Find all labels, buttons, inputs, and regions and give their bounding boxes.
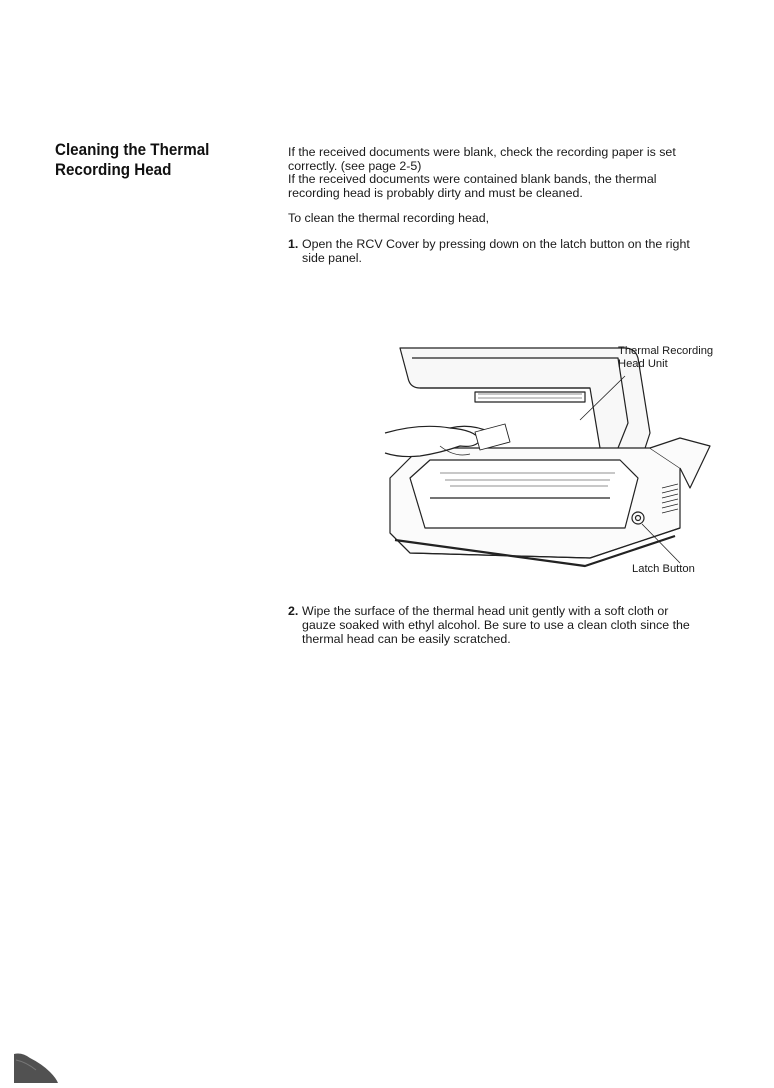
step-1-line1: Open the RCV Cover by pressing down on the latch button on the right: [302, 236, 690, 251]
step-1-number: 1.: [288, 236, 299, 251]
callout-head-line2: Head Unit: [618, 358, 668, 370]
intro-line4: recording head is probably dirty and must be cleaned.: [288, 185, 583, 200]
intro-lead: To clean the thermal recording head,: [288, 211, 490, 226]
intro-line2: correctly. (see page 2-5): [288, 158, 422, 173]
section-title-line1: Cleaning the Thermal: [55, 141, 210, 159]
step-2-number: 2.: [288, 604, 299, 618]
callout-latch-button: Latch Button: [632, 563, 695, 575]
callout-head-unit: [618, 345, 713, 371]
step-2-line1: Wipe the surface of the thermal head unit gently with a soft cloth or: [302, 604, 669, 618]
section-title-line2: Recording Head: [55, 161, 172, 179]
section-title: [55, 140, 239, 180]
intro-text: [288, 146, 748, 265]
step-1: [288, 238, 748, 265]
scan-artifact-mark: [12, 1050, 60, 1084]
step-2-line2: gauze soaked with ethyl alcohol. Be sure to use a clean cloth since the: [302, 618, 690, 632]
intro-line1: If the received documents were blank, check the recording paper is set: [288, 145, 676, 159]
intro-line3: If the received documents were contained blank bands, the thermal: [288, 172, 657, 187]
callout-head-line1: Thermal Recording: [618, 345, 714, 357]
step-2: [288, 604, 742, 646]
step-2-line3: thermal head can be easily scratched.: [302, 632, 511, 646]
step-1-line2: side panel.: [302, 250, 362, 265]
